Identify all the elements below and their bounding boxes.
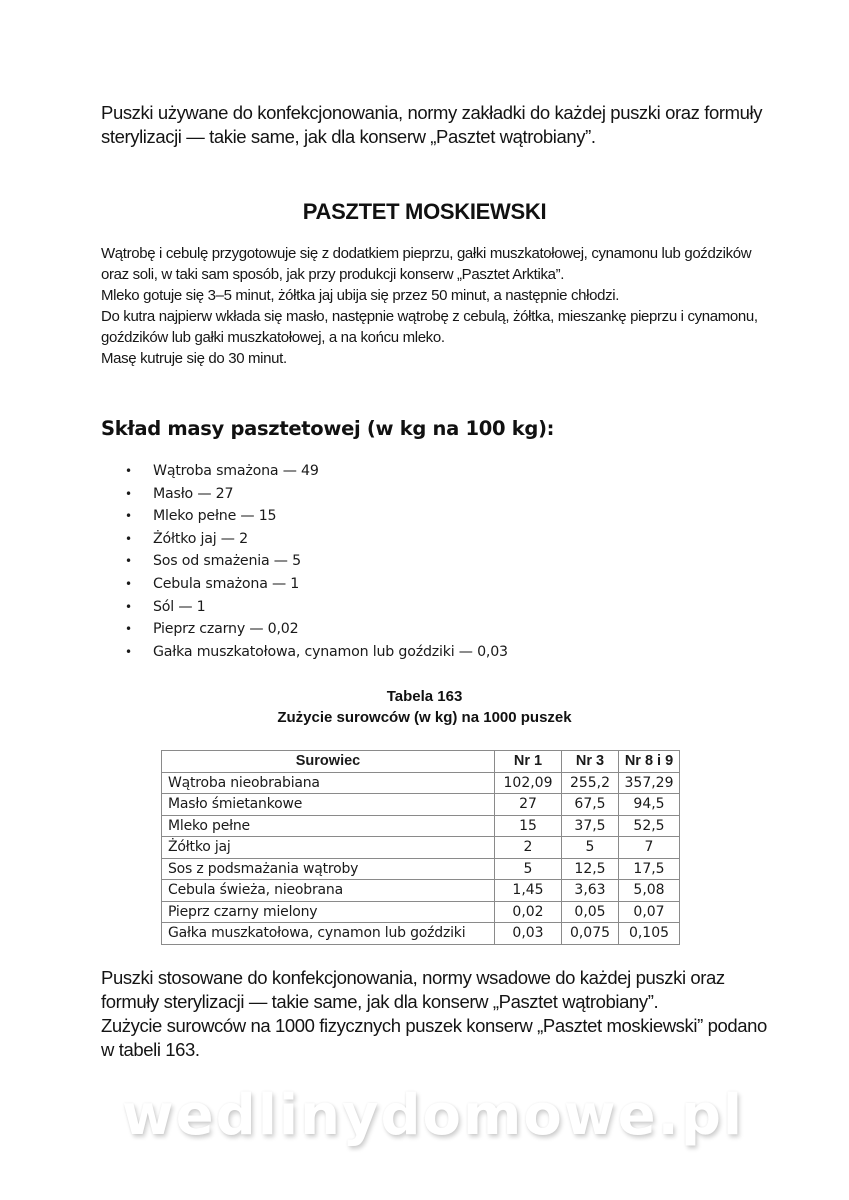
cell-nr3: 67,5 <box>562 794 619 816</box>
table-row <box>162 837 680 859</box>
bullet-icon: • <box>125 531 132 546</box>
cell-nr1: 5 <box>495 858 562 880</box>
cell-nr1: 0,02 <box>495 901 562 923</box>
list-item <box>101 528 508 551</box>
cell-nr3: 12,5 <box>562 858 619 880</box>
table-header-row <box>162 751 680 773</box>
raw-materials-table <box>161 750 680 945</box>
table-row <box>162 880 680 902</box>
closing-line: Zużycie surowców na 1000 fizycznych puszek konserw „Pasztet moskiewski” podano w tabeli 163. <box>101 1015 767 1060</box>
table-row <box>162 772 680 794</box>
bullet-icon: • <box>125 509 132 524</box>
cell-nr1: 0,03 <box>495 923 562 945</box>
description-line: Mleko gotuje się 3–5 minut, żółtka jaj ubija się przez 50 minut, a następnie chłodzi. <box>101 287 620 304</box>
cell-nr8i9: 0,105 <box>619 923 680 945</box>
cell-nr1: 27 <box>495 794 562 816</box>
bullet-icon: • <box>125 486 132 501</box>
list-item <box>101 505 508 528</box>
list-item <box>101 641 508 664</box>
bullet-icon: • <box>125 644 132 659</box>
header-surowiec: Surowiec <box>162 751 495 773</box>
cell-nr1: 102,09 <box>495 772 562 794</box>
bullet-icon: • <box>125 576 132 591</box>
list-item-text: Sól — 1 <box>153 598 206 615</box>
cell-material: Cebula świeża, nieobrana <box>162 880 495 902</box>
list-item <box>101 618 508 641</box>
intro-paragraph: Puszki używane do konfekcjonowania, normy zakładki do każdej puszki oraz formuły sterylizacji — takie same, jak dla konserw „Pasztet wątrobiany”. <box>101 102 763 147</box>
cell-nr8i9: 357,29 <box>619 772 680 794</box>
header-nr1: Nr 1 <box>495 751 562 773</box>
cell-nr8i9: 7 <box>619 837 680 859</box>
list-item <box>101 460 508 483</box>
cell-nr3: 37,5 <box>562 815 619 837</box>
cell-nr3: 0,05 <box>562 901 619 923</box>
bullet-icon: • <box>125 622 132 637</box>
table-row <box>162 858 680 880</box>
cell-nr1: 1,45 <box>495 880 562 902</box>
list-item <box>101 573 508 596</box>
cell-material: Masło śmietankowe <box>162 794 495 816</box>
cell-material: Sos z podsmażania wątroby <box>162 858 495 880</box>
cell-nr8i9: 5,08 <box>619 880 680 902</box>
bullet-icon: • <box>125 599 132 614</box>
closing-paragraph <box>101 966 781 1062</box>
list-item-text: Gałka muszkatołowa, cynamon lub goździki — 0,03 <box>153 643 508 660</box>
bullet-icon: • <box>125 464 132 478</box>
composition-list <box>101 460 508 663</box>
cell-nr8i9: 0,07 <box>619 901 680 923</box>
cell-nr8i9: 94,5 <box>619 794 680 816</box>
cell-material: Mleko pełne <box>162 815 495 837</box>
cell-nr8i9: 17,5 <box>619 858 680 880</box>
list-item-text: Wątroba smażona — 49 <box>153 463 319 479</box>
page-title: PASZTET MOSKIEWSKI <box>302 199 547 224</box>
table-caption-number: Tabela 163 <box>386 688 463 705</box>
header-nr8i9: Nr 8 i 9 <box>619 751 680 773</box>
header-nr3: Nr 3 <box>562 751 619 773</box>
cell-material: Wątroba nieobrabiana <box>162 772 495 794</box>
cell-material: Żółtko jaj <box>162 837 495 859</box>
closing-line: Puszki stosowane do konfekcjonowania, normy wsadowe do każdej puszki oraz formuły sterylizacji — takie same, jak dla konserw „Pasztet wątrobiany”. <box>101 967 725 1012</box>
table-row <box>162 794 680 816</box>
cell-material: Pieprz czarny mielony <box>162 901 495 923</box>
list-item-text: Mleko pełne — 15 <box>153 508 277 525</box>
description-line: Masę kutruje się do 30 minut. <box>101 350 287 367</box>
list-item-text: Cebula smażona — 1 <box>153 575 300 592</box>
list-item-text: Pieprz czarny — 0,02 <box>153 621 299 638</box>
table-row <box>162 815 680 837</box>
list-item-text: Masło — 27 <box>153 485 234 502</box>
description-line: Wątrobę i cebulę przygotowuje się z dodatkiem pieprzu, gałki muszkatołowej, cynamonu lub goździków oraz soli, w taki sam sposób, jak przy produkcji konserw „Pasztet Arktika”. <box>101 245 752 283</box>
cell-nr3: 0,075 <box>562 923 619 945</box>
cell-nr1: 15 <box>495 815 562 837</box>
cell-nr1: 2 <box>495 837 562 859</box>
table-caption-title: Zużycie surowców (w kg) na 1000 puszek <box>277 709 572 726</box>
bullet-icon: • <box>125 554 132 569</box>
description-line: Do kutra najpierw wkłada się masło, następnie wątrobę z cebulą, żółtka, mieszankę pieprzu i cynamonu, goździków lub gałki muszkatołowej, a na końcu mleko. <box>101 308 758 346</box>
cell-nr3: 3,63 <box>562 880 619 902</box>
list-item <box>101 596 508 619</box>
watermark: wedlinydomowe.pl <box>121 1083 745 1148</box>
table-row <box>162 901 680 923</box>
list-item-text: Żółtko jaj — 2 <box>153 530 248 547</box>
cell-nr8i9: 52,5 <box>619 815 680 837</box>
list-item-text: Sos od smażenia — 5 <box>153 553 301 570</box>
list-item <box>101 550 508 573</box>
cell-nr3: 5 <box>562 837 619 859</box>
cell-material: Gałka muszkatołowa, cynamon lub goździki <box>162 923 495 945</box>
composition-heading: Skład masy pasztetowej (w kg na 100 kg): <box>101 417 555 440</box>
table-row <box>162 923 680 945</box>
list-item <box>101 483 508 506</box>
cell-nr3: 255,2 <box>562 772 619 794</box>
description-paragraph <box>101 243 761 369</box>
